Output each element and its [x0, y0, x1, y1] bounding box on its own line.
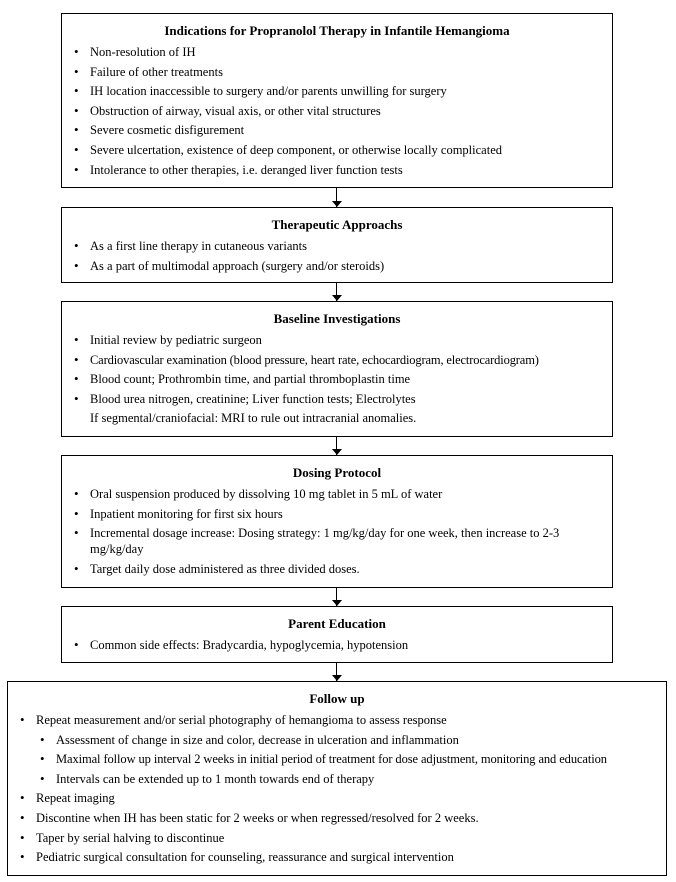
sub-list-item: • Intervals can be extended up to 1 month towards end of therapy [56, 771, 666, 787]
baseline-box [61, 301, 613, 437]
list-item: • Obstruction of airway, visual axis, or other vital structures [90, 103, 612, 119]
list-item: • Incremental dosage increase: Dosing strategy: 1 mg/kg/day for one week, then increase to 2-3 mg/kg/day [90, 525, 598, 557]
list-item: • Non-resolution of IH [90, 44, 612, 60]
education-box [61, 606, 613, 663]
flow-arrow [332, 663, 342, 681]
list-item: • Blood count; Prothrombin time, and partial thromboplastin time [90, 371, 612, 387]
list-item: • Cardiovascular examination (blood pressure, heart rate, echocardiogram, electrocardiogram) [90, 352, 612, 368]
sub-list-item: • Maximal follow up interval 2 weeks in initial period of treatment for dose adjustment, monitoring and education [56, 751, 666, 767]
list-item: • Severe ulcertation, existence of deep component, or otherwise locally complicated [90, 142, 612, 158]
followup-box [7, 681, 667, 876]
list-item: • Repeat measurement and/or serial photography of hemangioma to assess response [36, 712, 666, 728]
list-item: • Blood urea nitrogen, creatinine; Liver function tests; Electrolytes [90, 391, 612, 407]
sub-list-item: • Assessment of change in size and color, decrease in ulceration and inflammation [56, 732, 666, 748]
flow-arrow [332, 283, 342, 301]
list-item: • As a first line therapy in cutaneous variants [90, 238, 612, 254]
list-item: • IH location inaccessible to surgery and/or parents unwilling for surgery [90, 83, 612, 99]
list-item: • Initial review by pediatric surgeon [90, 332, 612, 348]
list-item: • Target daily dose administered as three divided doses. [90, 561, 598, 577]
indications-title: Indications for Propranolol Therapy in Infantile Hemangioma [164, 23, 510, 38]
approaches-box [61, 207, 613, 283]
list-item: • As a part of multimodal approach (surgery and/or steroids) [90, 258, 612, 274]
flow-arrow [332, 437, 342, 455]
list-item: • Repeat imaging [36, 790, 666, 806]
list-item: • Common side effects: Bradycardia, hypoglycemia, hypotension [90, 637, 612, 653]
list-item: • Oral suspension produced by dissolving 10 mg tablet in 5 mL of water [90, 486, 598, 502]
list-item: • Severe cosmetic disfigurement [90, 122, 612, 138]
dosing-title: Dosing Protocol [292, 465, 382, 480]
flow-arrow [332, 188, 342, 207]
dosing-box [61, 455, 613, 588]
approaches-title: Therapeutic Approachs [271, 217, 403, 232]
list-item: • Pediatric surgical consultation for counseling, reassurance and surgical intervention [36, 849, 666, 865]
list-item: • Taper by serial halving to discontinue [36, 830, 666, 846]
baseline-title: Baseline Investigations [273, 311, 401, 326]
list-item: • Discontine when IH has been static for 2 weeks or when regressed/resolved for 2 weeks. [36, 810, 666, 826]
list-item: • Intolerance to other therapies, i.e. deranged liver function tests [90, 162, 612, 178]
list-item: • Failure of other treatments [90, 64, 612, 80]
indications-box [61, 13, 613, 188]
conditional-note: If segmental/craniofacial: MRI to rule out intracranial anomalies. [90, 411, 417, 426]
education-title: Parent Education [288, 616, 386, 631]
followup-title: Follow up [309, 691, 365, 706]
flow-arrow [332, 588, 342, 606]
list-item: • Inpatient monitoring for first six hours [90, 506, 598, 522]
